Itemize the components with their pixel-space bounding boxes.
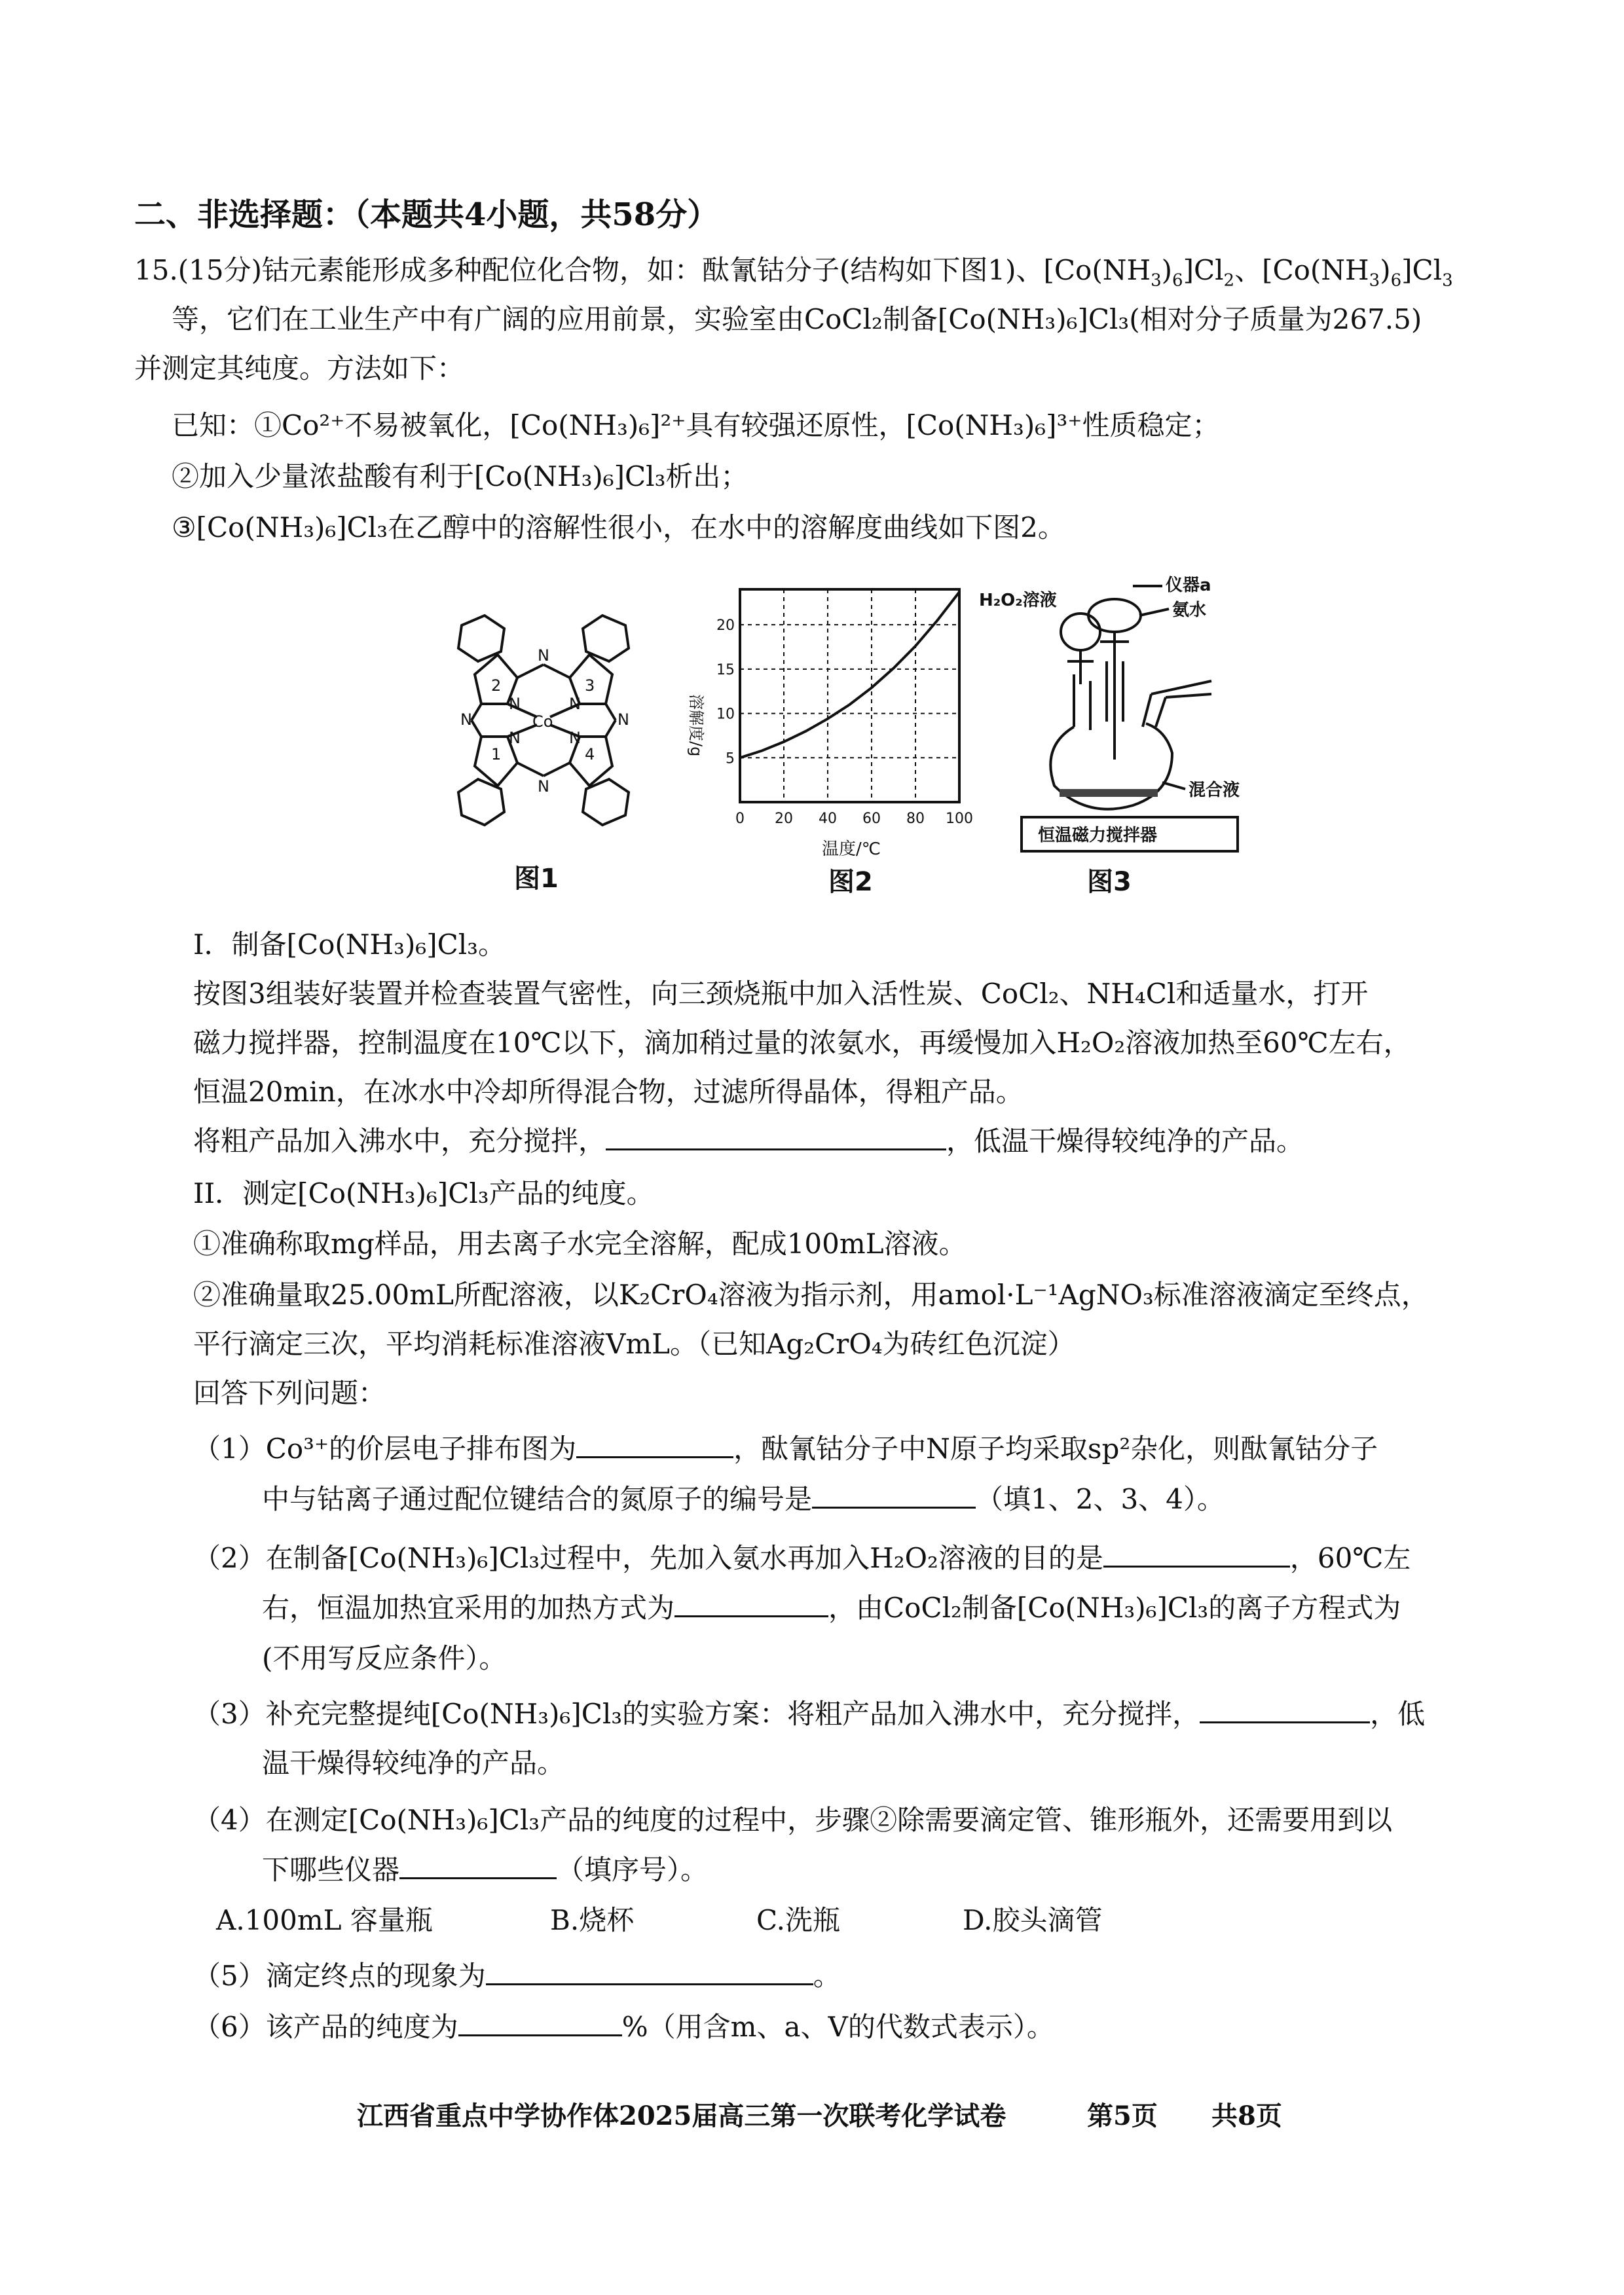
known-1: 已知：①Co²⁺不易被氧化，[Co(NH₃)₆]²⁺具有较强还原性，[Co(NH₃)₆]³⁺性质稳定； <box>172 409 1220 441</box>
answer-blank[interactable] <box>1200 1698 1370 1723</box>
sub: 3 <box>1442 270 1453 291</box>
q6-b: %（用含m、a、V的代数式表示）。 <box>621 2011 1054 2043</box>
q4-c: （填序号）。 <box>557 1854 709 1886</box>
sub: 6 <box>1390 270 1402 291</box>
part2-title: II．测定[Co(NH₃)₆]Cl₃产品的纯度。 <box>193 1177 654 1209</box>
part2-step3: 平行滴定三次，平均消耗标准溶液VmL。（已知Ag₂CrO₄为砖红色沉淀） <box>193 1328 1075 1360</box>
figure1-caption: 图1 <box>514 864 559 894</box>
fig1-label-co: Co <box>532 712 553 731</box>
footer-exam-title: 江西省重点中学协作体2025届高三第一次联考化学试卷 <box>357 2101 1006 2131</box>
footer-total-pages: 共8页 <box>1211 2101 1282 2131</box>
q3-a: （3）补充完整提纯[Co(NH₃)₆]Cl₃的实验方案：将粗产品加入沸水中，充分搅拌， <box>193 1698 1200 1730</box>
fig1-label-num: 4 <box>585 745 595 763</box>
t: ]Cl <box>1401 254 1443 286</box>
known-3: ③[Co(NH₃)₆]Cl₃在乙醇中的溶解性很小，在水中的溶解度曲线如下图2。 <box>172 511 1065 543</box>
t: 、[Co(NH <box>1234 254 1369 286</box>
question-2-line2 <box>262 1590 1401 1626</box>
sub: 6 <box>1172 270 1183 291</box>
q3-b: ，低 <box>1370 1698 1426 1730</box>
fig1-label: N <box>538 777 549 796</box>
question-1-line1 <box>193 1431 1378 1467</box>
q15-intro-line1 <box>134 252 1453 299</box>
q15-points: (15分) <box>177 254 263 286</box>
t: ]Cl <box>1183 254 1224 286</box>
part1-p2: 磁力搅拌器，控制温度在10℃以下，滴加稍过量的浓氨水，再缓慢加入H₂O₂溶液加热至60℃左右， <box>193 1027 1411 1059</box>
question-2-line1 <box>193 1540 1411 1577</box>
answer-blank[interactable] <box>606 1125 946 1150</box>
option-a: A.100mL 容量瓶 <box>216 1904 433 1936</box>
x-tick-label: 0 <box>735 811 745 827</box>
x-tick-label: 100 <box>946 811 973 827</box>
q1-d: （填1、2、3、4）。 <box>976 1483 1225 1515</box>
q4-b: 下哪些仪器 <box>262 1854 400 1886</box>
q2-a: （2）在制备[Co(NH₃)₆]Cl₃过程中，先加入氨水再加入H₂O₂溶液的目的是 <box>193 1542 1103 1574</box>
part2-step1: ①准确称取mg样品，用去离子水完全溶解，配成100mL溶液。 <box>193 1228 967 1260</box>
answer-blank[interactable] <box>674 1592 828 1617</box>
question-4-line2 <box>262 1852 708 1888</box>
fig3-label-instrument: 仪器a <box>1166 576 1211 595</box>
y-tick-label: 5 <box>726 750 735 767</box>
chart-ylabel: 溶解度/g <box>687 694 705 757</box>
option-c: C.洗瓶 <box>756 1904 840 1936</box>
q2-d: ，由CoCl₂制备[Co(NH₃)₆]Cl₃的离子方程式为 <box>828 1592 1401 1624</box>
x-tick-label: 60 <box>862 811 881 827</box>
q15-number: 15. <box>134 254 178 286</box>
t: ) <box>1380 254 1391 286</box>
part1-p1: 按图3组装好装置并检查装置气密性，向三颈烧瓶中加入活性炭、CoCl₂、NH₄Cl和适量水，打开 <box>193 978 1369 1010</box>
fig1-label: N <box>618 710 629 729</box>
q1-c: 中与钴离子通过配位键结合的氮原子的编号是 <box>262 1483 813 1515</box>
answer-blank[interactable] <box>1103 1542 1290 1568</box>
x-tick-label: 80 <box>906 811 925 827</box>
solubility-curve <box>740 592 959 758</box>
q5-a: （5）滴定终点的现象为 <box>193 1960 486 1992</box>
fig3-label-stirrer: 恒温磁力搅拌器 <box>1038 826 1158 845</box>
q2-b: ，60℃左 <box>1289 1542 1411 1574</box>
y-tick-label: 15 <box>716 661 735 678</box>
question-3-line1 <box>193 1696 1425 1733</box>
section-heading: 二、非选择题：（本题共4小题，共58分） <box>134 196 719 233</box>
x-tick-label: 20 <box>775 811 793 827</box>
part1-p4-b: ，低温干燥得较纯净的产品。 <box>946 1125 1304 1157</box>
part1-title: I．制备[Co(NH₃)₆]Cl₃。 <box>193 928 506 961</box>
q15-intro-line3: 并测定其纯度。方法如下： <box>134 352 465 384</box>
fig1-label: N <box>538 646 549 665</box>
question-2-line3: (不用写反应条件）。 <box>262 1642 507 1674</box>
fig1-label: N <box>509 729 521 747</box>
answer-blank[interactable] <box>576 1433 733 1458</box>
question-4-line1: （4）在测定[Co(NH₃)₆]Cl₃产品的纯度的过程中，步骤②除需要滴定管、锥形瓶外，还需要用到以 <box>193 1804 1393 1836</box>
known-2: ②加入少量浓盐酸有利于[Co(NH₃)₆]Cl₃析出； <box>172 460 748 492</box>
fig1-label-num: 1 <box>491 745 502 763</box>
sub: 2 <box>1223 270 1235 291</box>
option-b: B.烧杯 <box>550 1904 635 1936</box>
fig1-label-num: 2 <box>491 676 502 695</box>
fig1-label: N <box>460 710 472 729</box>
option-d: D.胶头滴管 <box>963 1904 1103 1936</box>
figure2-caption: 图2 <box>828 867 873 897</box>
figure1-structure <box>435 612 652 828</box>
q15-intro-line2: 等，它们在工业生产中有广阔的应用前景，实验室由CoCl₂制备[Co(NH₃)₆]Cl₃(相对分子质量为267.5) <box>172 303 1422 335</box>
question-5 <box>193 1958 841 1994</box>
fig1-label: N <box>509 695 521 713</box>
fig3-label-h2o2: H₂O₂溶液 <box>979 591 1057 610</box>
fig1-label: N <box>569 729 581 747</box>
part1-p4-a: 将粗产品加入沸水中，充分搅拌， <box>193 1125 606 1157</box>
figure3-caption: 图3 <box>1087 867 1132 897</box>
answer-blank[interactable] <box>458 2011 622 2036</box>
q1-a: （1）Co³⁺的价层电子排布图为 <box>193 1433 577 1465</box>
sub: 3 <box>1369 270 1380 291</box>
fig1-label: N <box>569 695 581 713</box>
sub: 3 <box>1151 270 1162 291</box>
question-3-line2: 温干燥得较纯净的产品。 <box>262 1747 565 1779</box>
question-1-line2 <box>262 1481 1225 1518</box>
chart-xlabel: 温度/℃ <box>822 839 881 859</box>
question-6 <box>193 2009 1054 2046</box>
q6-a: （6）该产品的纯度为 <box>193 2011 458 2043</box>
answer-blank[interactable] <box>399 1854 557 1879</box>
fig1-label-num: 3 <box>585 676 595 695</box>
y-tick-label: 20 <box>716 617 735 634</box>
q1-b: ，酞氰钴分子中N原子均采取sp²杂化，则酞氰钴分子 <box>733 1433 1378 1465</box>
fig3-label-mix: 混合液 <box>1189 780 1240 800</box>
figure2-solubility-chart <box>655 576 995 864</box>
x-tick-label: 40 <box>819 811 837 827</box>
answer-blank[interactable] <box>486 1960 813 1985</box>
part2-step2: ②准确量取25.00mL所配溶液，以K₂CrO₄溶液为指示剂，用amol·L⁻¹AgNO₃标准溶液滴定至终点， <box>193 1279 1429 1311</box>
footer-page-number: 第5页 <box>1087 2101 1158 2131</box>
figure3-apparatus <box>976 570 1264 858</box>
part1-p3: 恒温20min，在冰水中冷却所得混合物，过滤所得晶体，得粗产品。 <box>193 1076 1024 1108</box>
y-tick-label: 10 <box>716 706 735 723</box>
part1-p4 <box>193 1123 1304 1160</box>
q5-b: 。 <box>813 1960 841 1992</box>
fig3-label-ammonia: 氨水 <box>1172 600 1207 620</box>
answer-blank[interactable] <box>812 1483 976 1509</box>
t: ) <box>1161 254 1173 286</box>
q2-c: 右，恒温加热宜采用的加热方式为 <box>262 1592 675 1624</box>
answer-prompt: 回答下列问题： <box>193 1377 386 1409</box>
q15-intro-text: 钴元素能形成多种配位化合物，如：酞氰钴分子(结构如下图1)、[Co(NH <box>262 254 1151 286</box>
